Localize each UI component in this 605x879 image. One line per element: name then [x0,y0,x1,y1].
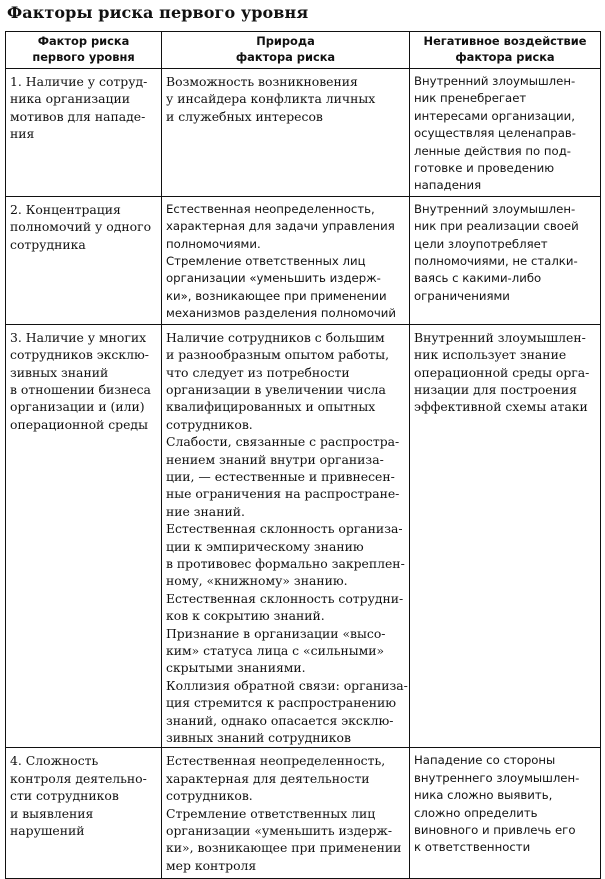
header-impact [410,32,601,69]
nature-cell [162,69,410,197]
text-line: ника сложно выявить, [414,788,553,803]
header-line: фактора риска [455,49,555,64]
header-line: Негативное воздействие [423,34,587,48]
text-line: Слабости, связанные с распростра- [166,434,400,450]
text-line: мер контроля [166,857,257,873]
text-line: мотивов для нападе- [10,108,146,124]
text-line: ции, — естественные и привнесен- [166,468,395,484]
text-line: скрытыми знаниями. [166,660,306,676]
text-line: ные ограничения на распростране- [166,486,400,502]
text-line: механизмов разделения полномочий [166,306,396,321]
header-line: первого уровня [32,49,135,64]
text-line: ограничениями [414,288,510,303]
text-line: характерная для деятельности [166,770,370,786]
text-line: Внутренний злоумышлен- [414,329,586,345]
text-line: готовке и проведению [414,161,555,176]
text-line: интересами организации, [414,108,575,123]
text-line: цели злоупотребляет [414,236,548,251]
text-line: Естественная неопределенность, [166,753,386,769]
text-line: Нападение со стороны [414,753,556,768]
text-line: и служебных интересов [166,108,323,124]
text-line: ние знаний. [166,503,245,519]
text-line: организации «уменьшить издерж- [166,823,393,839]
text-line: Внутренний злоумышлен- [414,201,576,216]
header-line: Природа [256,34,315,48]
text-line: ки», возникающее при применении [166,840,402,856]
text-line: Стремление ответственных лиц [166,805,376,821]
text-line: зивных знаний сотрудников [166,730,351,746]
table-row [6,196,601,324]
text-line: организации в увеличении числа [166,381,386,397]
text-line: зивных знаний [10,364,109,380]
text-line: ленные действия по под- [414,143,572,158]
text-line: сложно определить [414,805,538,820]
text-line: и разнообразным опытом работы, [166,347,390,363]
text-line: нападения [414,178,482,193]
text-line: Естественная склонность сотрудни- [166,590,404,606]
text-line: 3. Наличие у многих [10,329,147,345]
text-line: к ответственности [414,840,531,855]
table-row [6,69,601,197]
nature-paragraph [166,329,405,433]
nature-cell [162,748,410,879]
text-line: что следует из потребности [166,364,350,380]
text-line: эффективной схемы атаки [414,399,588,415]
text-line: контроля деятельно- [10,770,147,786]
factor-cell [6,69,162,197]
nature-paragraph [166,625,405,677]
risk-factors-table [5,31,601,879]
text-line: внутреннего злоумышлен- [414,770,580,785]
factor-cell [6,324,162,748]
text-line: и выявления [10,805,94,821]
text-line: Наличие сотрудников с большим [166,329,385,345]
text-line: ции к эмпирическому знанию [166,538,364,554]
table-row [6,748,601,879]
text-line: ному, «книжному» знанию. [166,573,348,589]
text-line: виновного и привлечь его [414,823,576,838]
text-line: операционной среды орга- [414,364,590,380]
text-line: организации «уменьшить издерж- [166,271,381,286]
text-line: знаний, однако опасается эксклю- [166,712,394,728]
text-line: полномочиями. [166,236,261,251]
text-line: Естественная неопределенность, [166,201,375,216]
text-line: Признание в организации «высо- [166,625,386,641]
text-line: ния [10,126,35,142]
text-line: сотрудников. [166,788,253,804]
factor-cell [6,748,162,879]
text-line: сотрудников. [166,416,253,432]
factor-cell [6,196,162,324]
table-header-row [6,32,601,69]
text-line: полномочий у одного [10,219,152,235]
text-line: в противовес формально закреплен- [166,555,405,571]
text-line: ник при реализации своей [414,219,579,234]
text-line: сотрудника [10,236,86,252]
text-line: ким» статуса лица с «сильными» [166,643,385,658]
text-line: ника организации [10,91,131,107]
nature-paragraph [166,590,405,625]
header-line: Фактор риска [37,34,130,48]
text-line: осуществляя целенаправ- [414,126,576,141]
table-row [6,324,601,748]
text-line: сти сотрудников [10,788,119,804]
nature-paragraph [166,805,405,875]
page-title: Факторы риска первого уровня [7,3,309,22]
text-line: Стремление ответственных лиц [166,254,366,269]
text-line: у инсайдера конфликта личных [166,91,376,107]
text-line: полномочиями, не сталки- [414,254,578,269]
text-line: ки», возникающее при применении [166,288,387,303]
text-line: Возможность возникновения [166,74,358,89]
text-line: Внутренний злоумышлен- [414,74,576,88]
text-line: в отношении бизнеса [10,381,151,397]
text-line: 2. Концентрация [10,201,121,217]
text-line: низации для построения [414,381,577,397]
text-line: ник использует знание [414,347,567,363]
text-line: квалифицированных и опытных [166,399,376,415]
text-line: организации и (или) [10,399,145,415]
text-line: 1. Наличие у сотруд- [10,74,148,89]
text-line: сотрудников эксклю- [10,347,149,363]
text-line: Коллизия обратной связи: организа- [166,677,408,693]
header-nature [162,32,410,69]
nature-paragraph [166,752,405,804]
text-line: ков к сокрытию знаний. [166,608,325,624]
text-line: Естественная склонность организа- [166,521,403,537]
text-line: 4. Сложность [10,753,99,769]
impact-cell [410,196,601,324]
text-line: ваясь с какими-либо [414,271,542,286]
header-factor [6,32,162,69]
nature-cell [162,196,410,324]
text-line: характерная для задачи управления [166,219,395,234]
text-line: операционной среды [10,416,148,432]
nature-paragraph [166,677,408,747]
nature-cell [162,324,410,748]
impact-cell [410,748,601,879]
text-line: ция стремится к распространению [166,695,397,711]
nature-paragraph [166,253,405,323]
impact-cell [410,324,601,748]
nature-paragraph [166,201,405,253]
nature-paragraph [166,520,405,590]
impact-cell [410,69,601,197]
text-line: ник пренебрегает [414,91,527,106]
header-line: фактора риска [235,49,336,64]
nature-paragraph [166,433,405,520]
nature-paragraph [166,73,405,125]
text-line: нарушений [10,823,85,839]
text-line: нением знаний внутри организа- [166,451,384,467]
